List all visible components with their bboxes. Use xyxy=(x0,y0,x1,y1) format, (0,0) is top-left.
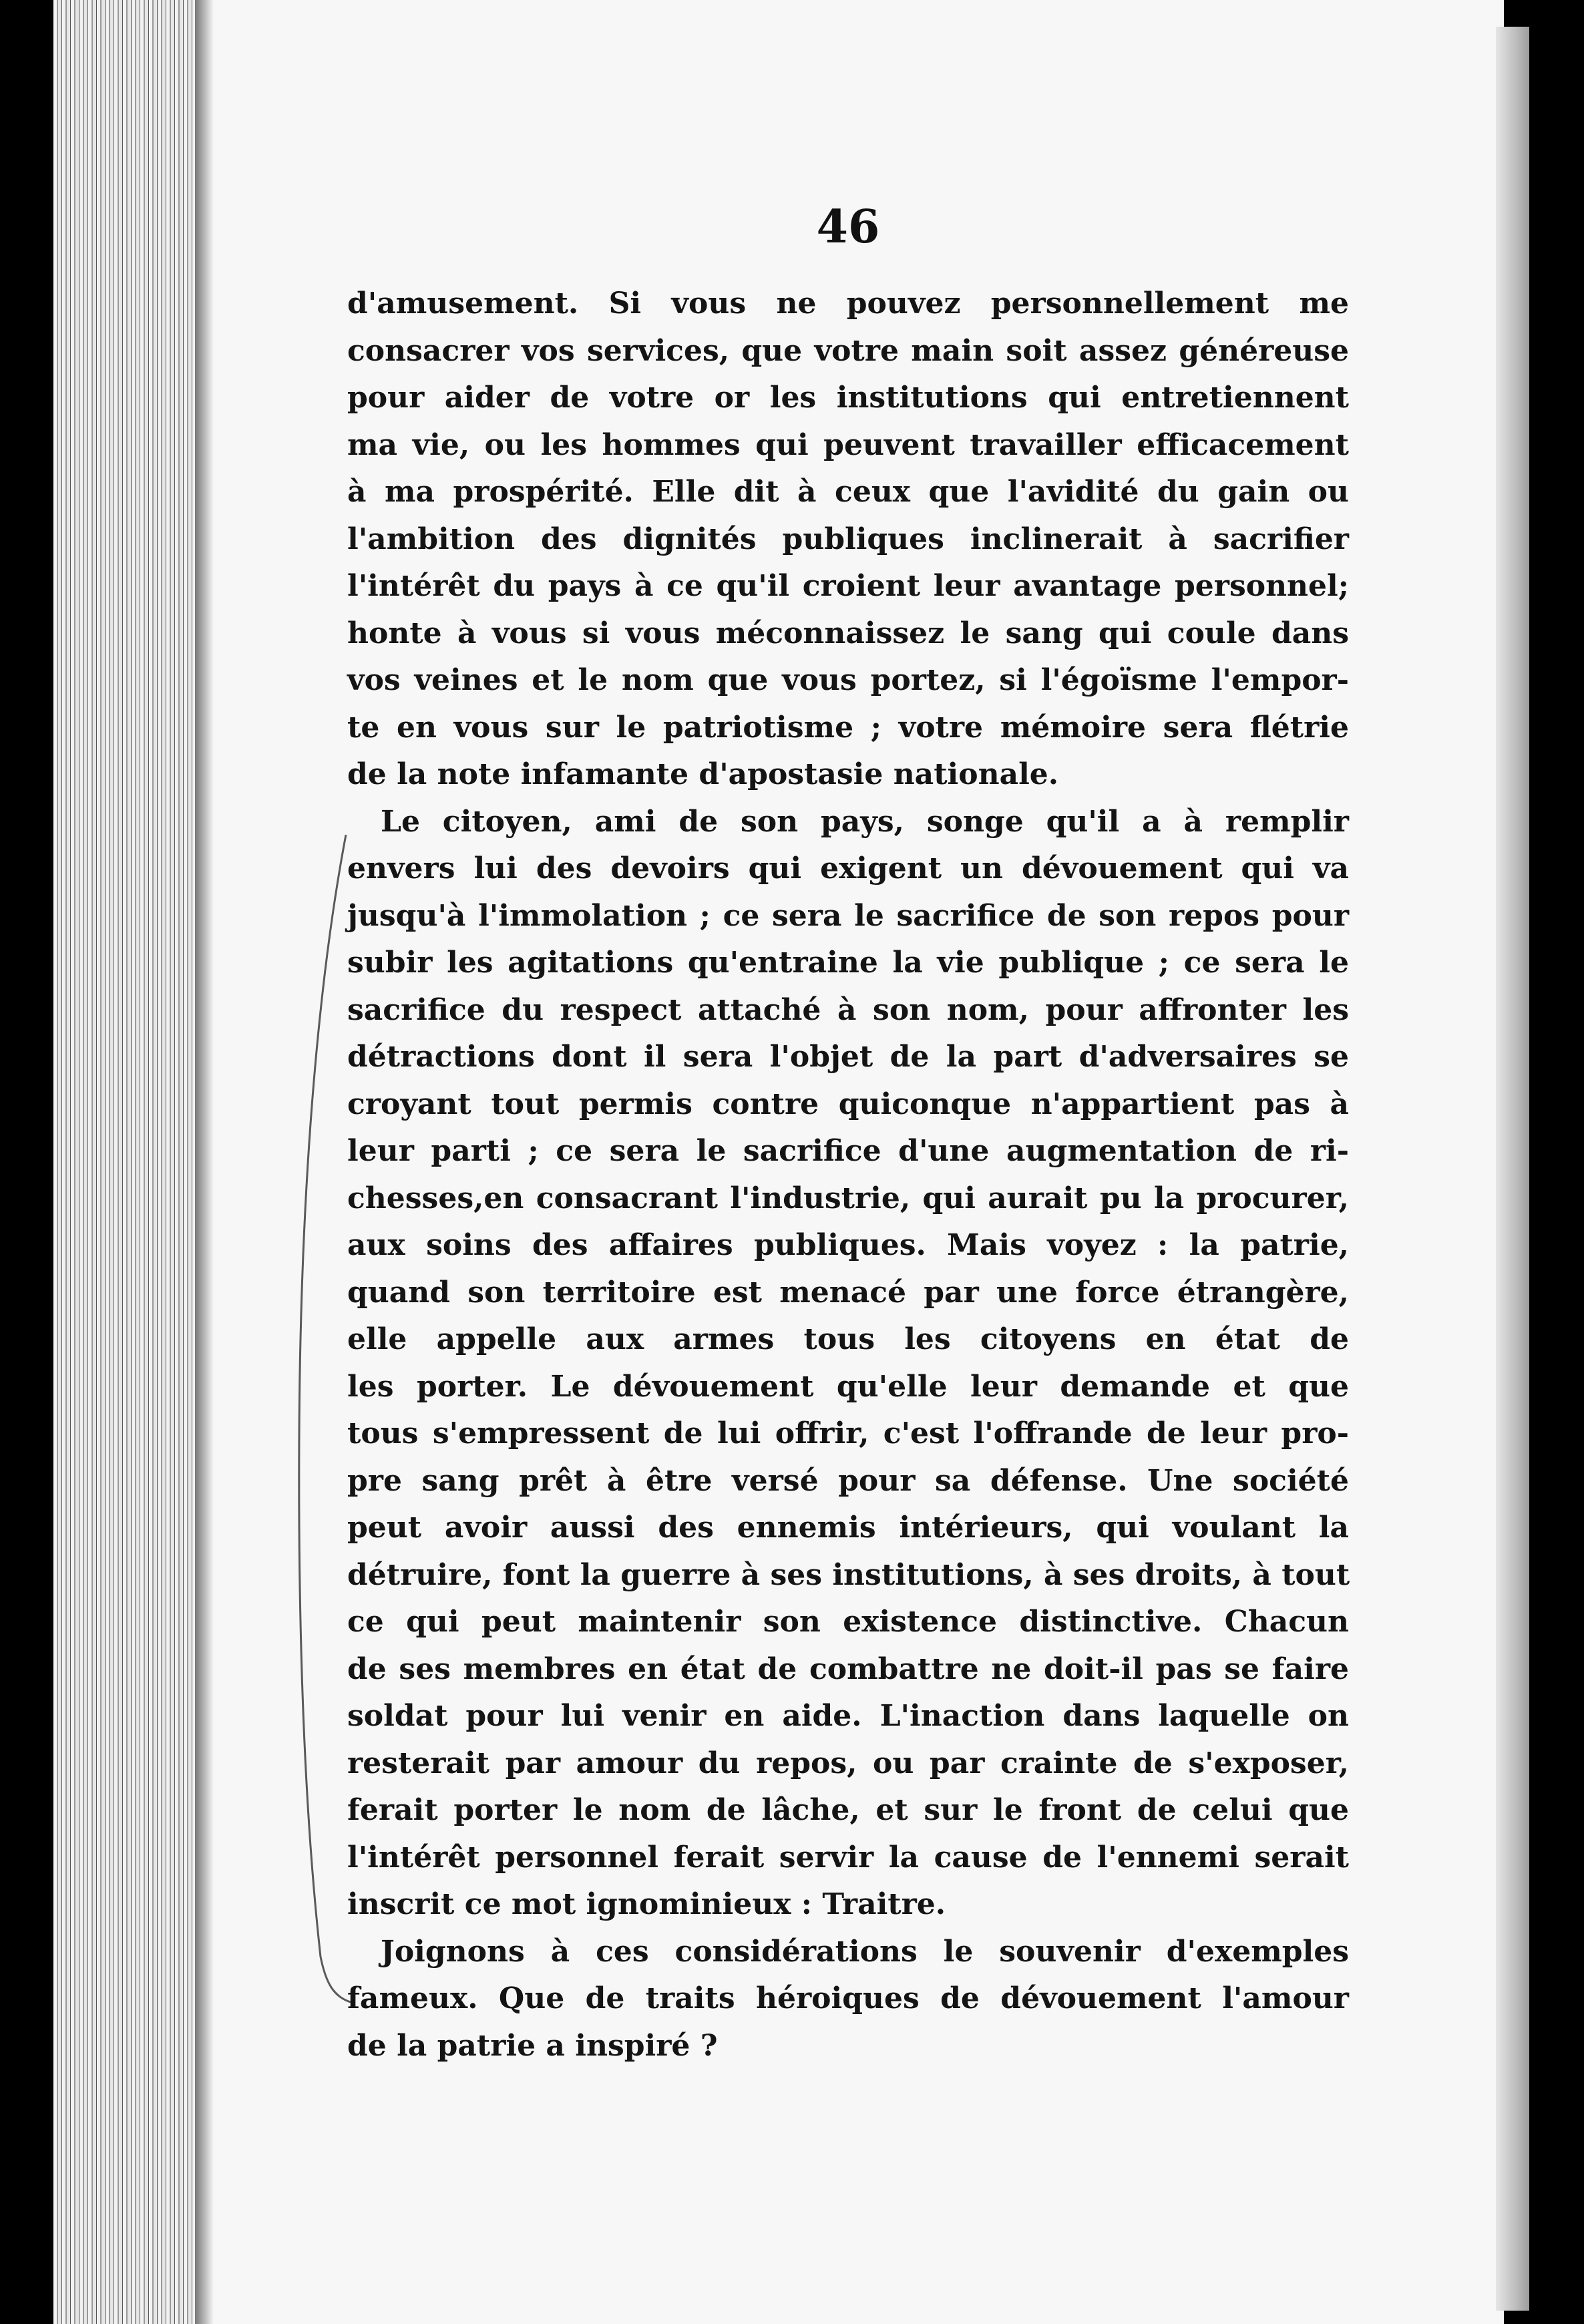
text-line: chesses,en consacrant l'industrie, qui aurait pu la procurer, xyxy=(347,1181,1349,1215)
text-line: consacrer vos services, que votre main soit assez généreuse xyxy=(347,333,1349,368)
text-line: elle appelle aux armes tous les citoyens en état de xyxy=(347,1322,1349,1356)
text-line: quand son territoire est menacé par une force étrangère, xyxy=(347,1275,1349,1310)
text-line: sacrifice du respect attaché à son nom, pour affronter les xyxy=(347,992,1349,1027)
page-fold-shadow xyxy=(195,0,214,2324)
text-line: pour aider de votre or les institutions qui entretiennent xyxy=(347,381,1349,415)
text-line: les porter. Le dévouement qu'elle leur demande et que xyxy=(347,1369,1349,1404)
text-line: ma vie, ou les hommes qui peuvent travailler efficacement xyxy=(347,427,1349,462)
text-line: Le citoyen, ami de son pays, songe qu'il a à remplir xyxy=(381,804,1349,839)
right-gutter xyxy=(1496,27,1529,2311)
text-line: inscrit ce mot ignominieux : Traitre. xyxy=(347,1887,946,1921)
text-line: de la note infamante d'apostasie nationale. xyxy=(347,757,1059,791)
body-text xyxy=(347,280,1349,2070)
text-line: détractions dont il sera l'objet de la part d'adversaires se xyxy=(347,1040,1349,1074)
text-line: tous s'empressent de lui offrir, c'est l'offrande de leur pro- xyxy=(347,1416,1349,1450)
text-line: croyant tout permis contre quiconque n'appartient pas à xyxy=(347,1087,1349,1121)
text-line: ferait porter le nom de lâche, et sur le front de celui que xyxy=(347,1793,1349,1827)
text-line: soldat pour lui venir en aide. L'inaction dans laquelle on xyxy=(347,1699,1349,1733)
text-line: de ses membres en état de combattre ne doit-il pas se faire xyxy=(347,1652,1349,1686)
text-line: jusqu'à l'immolation ; ce sera le sacrifice de son repos pour xyxy=(347,898,1349,933)
text-line: te en vous sur le patriotisme ; votre mémoire sera flétrie xyxy=(347,710,1349,745)
text-line: subir les agitations qu'entraine la vie publique ; ce sera le xyxy=(347,946,1349,980)
margin-pencil-mark xyxy=(294,835,354,2003)
page-number: 46 xyxy=(816,200,880,254)
text-line: ce qui peut maintenir son existence distinctive. Chacun xyxy=(347,1605,1349,1639)
text-line: d'amusement. Si vous ne pouvez personnellement me xyxy=(347,286,1349,321)
text-line: détruire, font la guerre à ses institutions, à ses droits, à tout xyxy=(347,1557,1350,1592)
text-line: honte à vous si vous méconnaissez le sang qui coule dans xyxy=(347,616,1349,650)
text-line: fameux. Que de traits héroiques de dévouement l'amour xyxy=(347,1981,1349,2015)
text-line: l'intérêt du pays à ce qu'il croient leur avantage personnel; xyxy=(347,569,1349,603)
text-line: à ma prospérité. Elle dit à ceux que l'avidité du gain ou xyxy=(347,475,1349,509)
text-line: vos veines et le nom que vous portez, si l'égoïsme l'empor- xyxy=(347,663,1349,697)
page-edges xyxy=(53,0,207,2324)
text-line: resterait par amour du repos, ou par crainte de s'exposer, xyxy=(347,1746,1349,1780)
text-line: de la patrie a inspiré ? xyxy=(347,2028,718,2063)
text-line: envers lui des devoirs qui exigent un dévouement qui va xyxy=(347,851,1349,886)
text-line: Joignons à ces considérations le souvenir d'exemples xyxy=(381,1934,1349,1969)
text-line: l'intérêt personnel ferait servir la cause de l'ennemi serait xyxy=(347,1840,1349,1875)
text-line: peut avoir aussi des ennemis intérieurs, qui voulant la xyxy=(347,1511,1349,1545)
text-line: l'ambition des dignités publiques inclinerait à sacrifier xyxy=(347,522,1349,556)
text-line: aux soins des affaires publiques. Mais voyez : la patrie, xyxy=(347,1228,1349,1262)
text-line: pre sang prêt à être versé pour sa défense. Une société xyxy=(347,1463,1349,1498)
text-line: leur parti ; ce sera le sacrifice d'une augmentation de ri- xyxy=(347,1134,1349,1168)
